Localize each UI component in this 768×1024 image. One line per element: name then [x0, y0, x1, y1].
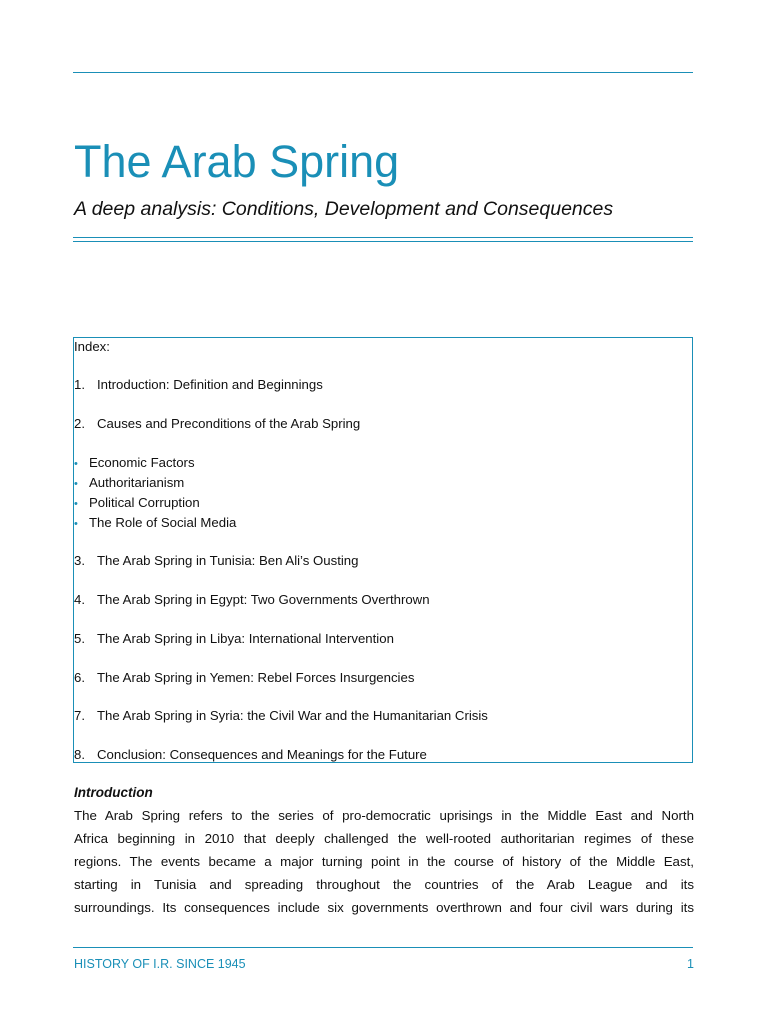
- index-item-number: 6.: [74, 670, 85, 685]
- index-item-label: Causes and Preconditions of the Arab Spring: [97, 416, 361, 431]
- index-bullet-item: [74, 494, 200, 513]
- index-item-number: 4.: [74, 592, 85, 607]
- index-item: [74, 591, 430, 609]
- bullet-icon: •: [74, 498, 78, 510]
- index-item-number: 7.: [74, 708, 85, 723]
- bullet-icon: •: [74, 518, 78, 530]
- paragraph-line: Africa beginning in 2010 that deeply challenged the well-rooted authoritarian regimes of these: [74, 831, 694, 846]
- index-item-number: 3.: [74, 553, 85, 568]
- index-item-label: The Arab Spring in Egypt: Two Governments Overthrown: [97, 592, 430, 607]
- title-double-rule: [73, 237, 693, 242]
- index-box: [73, 337, 693, 763]
- index-item: [74, 376, 323, 394]
- index-item: [74, 746, 427, 764]
- document-subtitle: A deep analysis: Conditions, Development and Consequences: [74, 198, 614, 220]
- index-bullet-item: [74, 454, 195, 473]
- index-item-number: 1.: [74, 377, 85, 392]
- bullet-icon: •: [74, 478, 78, 490]
- index-item-label: The Arab Spring in Libya: International Intervention: [97, 631, 394, 646]
- index-item: [74, 552, 358, 570]
- index-bullet-label: The Role of Social Media: [89, 515, 237, 530]
- document-title: The Arab Spring: [74, 136, 400, 187]
- paragraph-line: surroundings. Its consequences include six governments overthrown and four civil wars during its: [74, 900, 694, 915]
- index-item-label: The Arab Spring in Yemen: Rebel Forces Insurgencies: [97, 670, 415, 685]
- paragraph-line: The Arab Spring refers to the series of pro-democratic uprisings in the Middle East and North: [74, 808, 694, 823]
- index-item-label: The Arab Spring in Syria: the Civil War and the Humanitarian Crisis: [97, 708, 488, 723]
- index-item: [74, 669, 414, 687]
- paragraph-line: regions. The events became a major turning point in the course of history of the Middle East,: [74, 854, 694, 869]
- index-bullet-label: Authoritarianism: [89, 475, 185, 490]
- index-heading: Index:: [74, 339, 110, 354]
- index-bullet-label: Economic Factors: [89, 455, 195, 470]
- index-item: [74, 415, 360, 433]
- index-item-label: Introduction: Definition and Beginnings: [97, 377, 323, 392]
- index-item: [74, 707, 488, 725]
- header-rule: [73, 72, 693, 73]
- index-item-label: The Arab Spring in Tunisia: Ben Ali’s Ousting: [97, 553, 359, 568]
- index-item-number: 8.: [74, 747, 85, 762]
- index-item: [74, 630, 394, 648]
- index-item-label: Conclusion: Consequences and Meanings for the Future: [97, 747, 427, 762]
- index-item-number: 2.: [74, 416, 85, 431]
- index-bullet-item: [74, 474, 184, 493]
- index-bullet-item: [74, 514, 236, 533]
- bullet-icon: •: [74, 458, 78, 470]
- introduction-paragraph: [74, 804, 694, 919]
- introduction-heading: Introduction: [74, 785, 153, 800]
- footer-rule: [73, 947, 693, 948]
- footer-page-number: 1: [687, 957, 694, 971]
- footer-running-title: HISTORY OF I.R. SINCE 1945: [74, 957, 246, 971]
- index-bullet-label: Political Corruption: [89, 495, 200, 510]
- paragraph-line: starting in Tunisia and spreading throughout the countries of the Arab League and its: [74, 877, 694, 892]
- index-item-number: 5.: [74, 631, 85, 646]
